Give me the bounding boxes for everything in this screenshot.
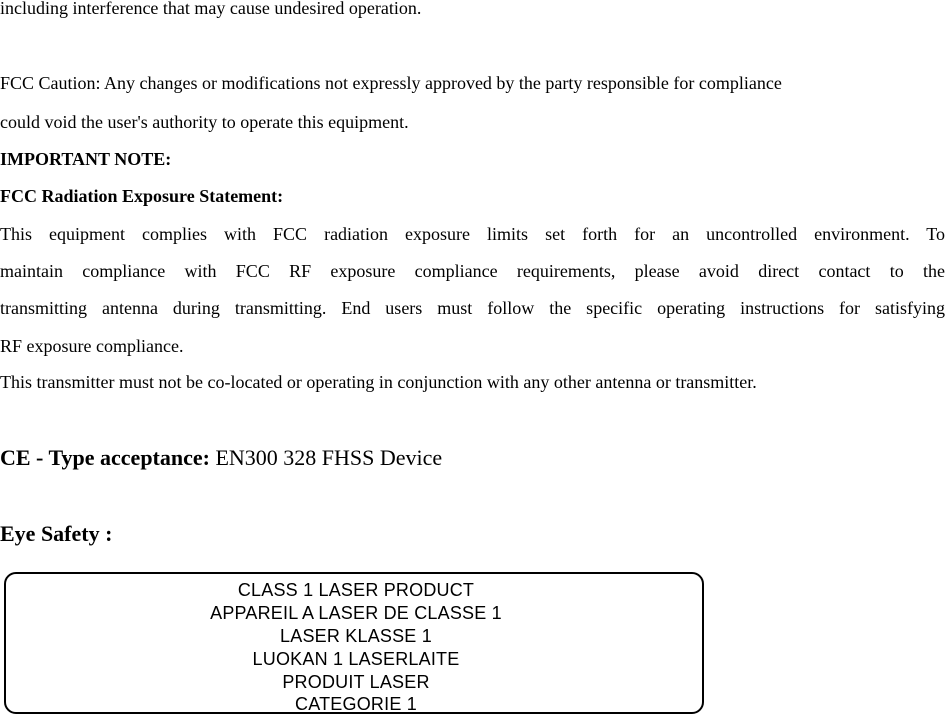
important-note-heading: IMPORTANT NOTE: — [0, 149, 172, 169]
radiation-body-line-2: maintain compliance with FCC RF exposure compliance requirements, please avoid direct contact to the — [0, 261, 945, 281]
intro-text: including interference that may cause undesired operation. — [0, 0, 422, 18]
laser-label-line-6: CATEGORIE 1 — [295, 694, 417, 714]
fcc-caution-line-1: FCC Caution: Any changes or modifications not expressly approved by the party responsible for compliance — [0, 73, 782, 93]
laser-label-line-1: CLASS 1 LASER PRODUCT — [237, 580, 475, 600]
eye-safety-heading: Eye Safety : — [0, 521, 113, 546]
laser-label-line-5: PRODUIT LASER — [282, 672, 430, 692]
radiation-statement-heading: FCC Radiation Exposure Statement: — [0, 186, 284, 206]
radiation-body-line-3: transmitting antenna during transmitting. End users must follow the specific operating instructions for satisfying — [0, 298, 945, 318]
laser-class-label — [4, 572, 704, 714]
radiation-body-line-1: This equipment complies with FCC radiation exposure limits set forth for an uncontrolled environment. To — [0, 224, 945, 244]
radiation-body-line-4: RF exposure compliance. — [0, 336, 184, 356]
fcc-caution-line-2: could void the user's authority to operate this equipment. — [0, 112, 409, 132]
ce-label: CE - Type acceptance: — [0, 445, 210, 470]
laser-label-line-3: LASER KLASSE 1 — [280, 626, 432, 646]
colocation-statement: This transmitter must not be co-located or operating in conjunction with any other antenna or transmitter. — [0, 372, 757, 392]
laser-label-line-2: APPAREIL A LASER DE CLASSE 1 — [210, 603, 502, 623]
ce-value: EN300 328 FHSS Device — [215, 445, 443, 470]
laser-label-line-4: LUOKAN 1 LASERLAITE — [252, 649, 460, 669]
ce-type-acceptance — [0, 445, 442, 471]
